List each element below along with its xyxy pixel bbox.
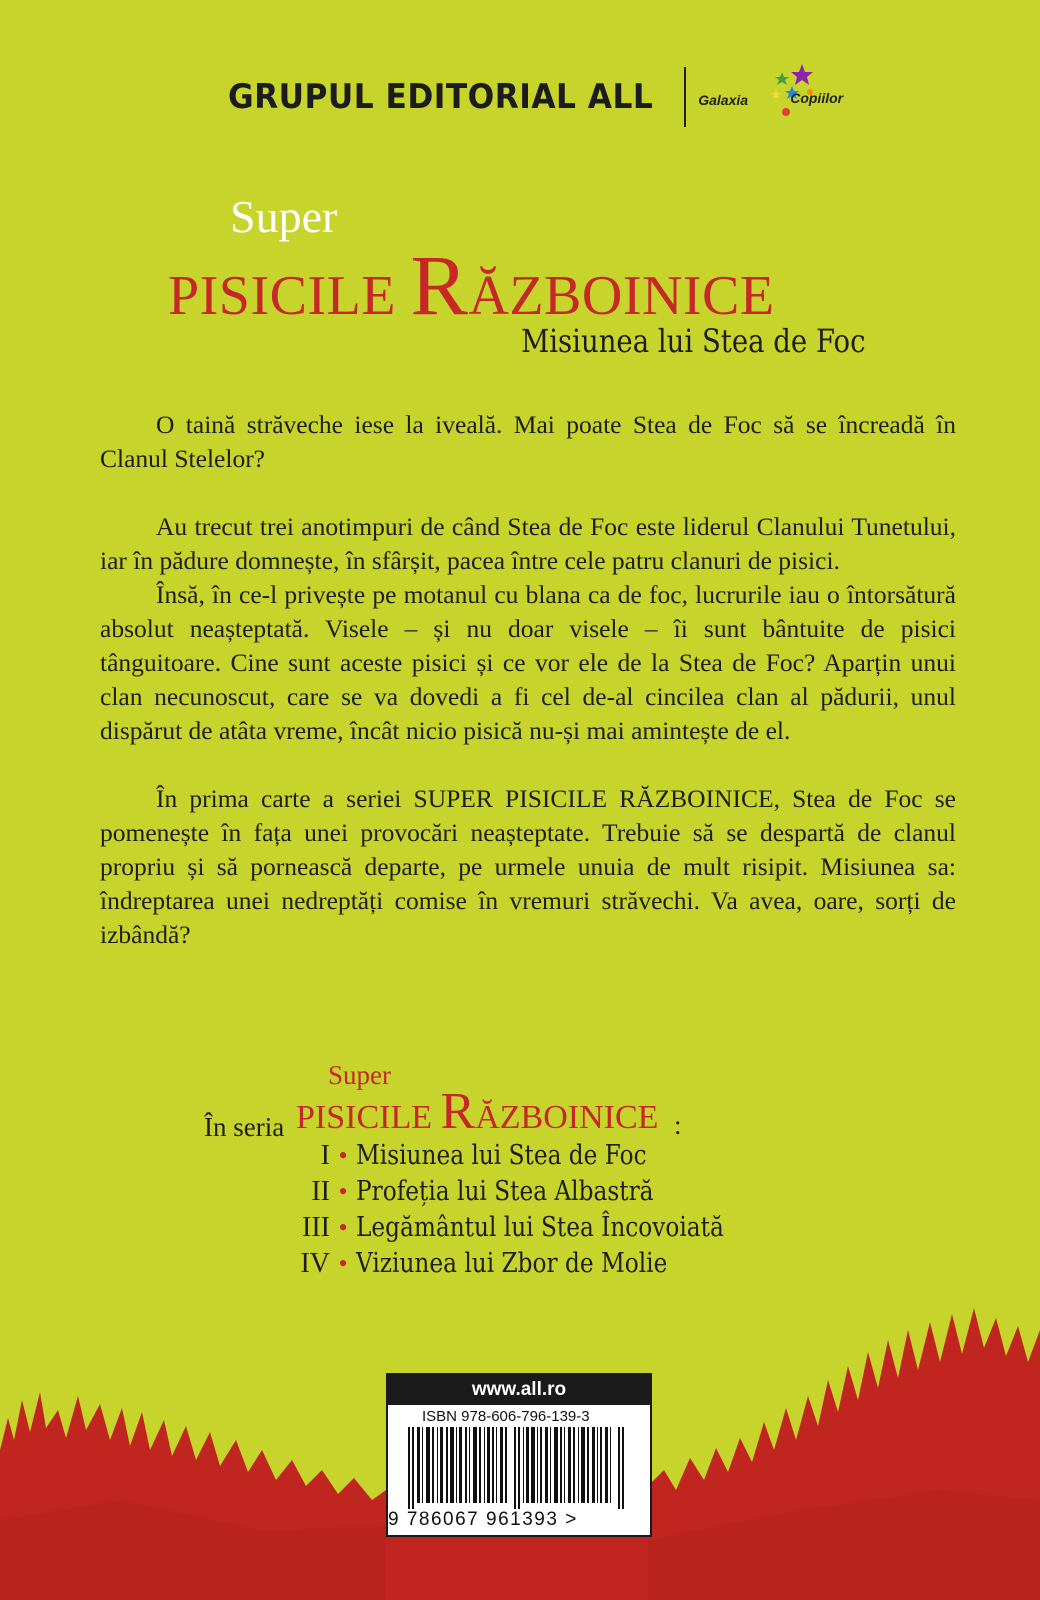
barcode-digits: 9 786067 961393 >	[388, 1509, 578, 1530]
imprint-galaxia: Galaxia	[698, 92, 749, 108]
book-subtitle: Misiunea lui Stea de Foc	[521, 322, 866, 360]
book-name: Viziunea lui Zbor de Molie	[356, 1248, 668, 1279]
barcode-panel	[386, 1373, 652, 1537]
galaxia-copiilor-logo	[696, 62, 876, 132]
bullet-icon: •	[338, 1213, 348, 1242]
book-name: Misiunea lui Stea de Foc	[356, 1140, 647, 1171]
blurb	[100, 408, 956, 952]
series-book-list	[230, 1140, 830, 1284]
bullet-icon: •	[338, 1177, 348, 1206]
series-main-initial: R	[440, 1083, 476, 1140]
series-super: Super	[328, 1060, 391, 1090]
blurb-paragraph: În prima carte a seriei SUPER PISICILE RĂZBOINICE, Stea de Foc se pomenește în fața unei provocări neașteptate. Trebuie să se despartă de clanul propriu și să pornească departe, pe urmele unuia de mult risipit. Misiunea sa: îndreptarea unei nedreptăți comise în vremuri străvechi. Va avea, oare, sorți de izbândă?	[100, 784, 956, 949]
series-main-prefix: PISICILE	[296, 1099, 441, 1136]
book-number: IV	[300, 1248, 330, 1279]
series-main-title	[296, 1082, 658, 1141]
bullet-icon: •	[338, 1249, 348, 1278]
publisher-header	[228, 62, 876, 132]
blurb-paragraph: O taină străveche iese la iveală. Mai poate Stea de Foc să se încreadă în Clanul Stelelor?	[100, 410, 956, 473]
book-name: Profeția lui Stea Albastră	[356, 1176, 654, 1207]
list-item	[230, 1140, 830, 1176]
isbn-label: ISBN 978-606-796-139-3	[422, 1408, 590, 1425]
bullet-icon: •	[338, 1141, 348, 1170]
title-main-initial: R	[410, 237, 469, 333]
book-name: Legământul lui Stea Încovoiată	[356, 1212, 724, 1243]
blurb-paragraph: Au trecut trei anotimpuri de când Stea de Foc este liderul Clanului Tunetului, iar în pădure domnește, în sfârșit, pacea între cele patru clanuri de pisici.	[100, 512, 956, 575]
publisher-divider	[684, 67, 686, 127]
list-item	[230, 1212, 830, 1248]
book-number: I	[320, 1140, 330, 1171]
publisher-name: GRUPUL EDITORIAL ALL	[228, 77, 654, 117]
blurb-paragraph: Însă, în ce-l privește pe motanul cu blana ca de foc, lucrurile iau o întorsătură absolut neașteptată. Visele – și nu doar visele – îi sunt bântuite de pisici tânguitoare. Cine sunt aceste pisici și ce vor ele de la Stea de Foc? Aparțin unui clan necunoscut, care se va dovedi a fi cel de-al cincilea clan al pădurii, unul dispărut de atâta vreme, încât nicio pisică nu-și mai amintește de el.	[100, 580, 956, 745]
series-main-rest: ĂZBOINICE	[475, 1099, 659, 1136]
book-title	[168, 190, 888, 370]
book-number: III	[302, 1212, 330, 1243]
imprint-copiilor: Copiilor	[790, 90, 844, 106]
list-item	[230, 1176, 830, 1212]
barcode-icon	[388, 1427, 650, 1509]
book-number: II	[311, 1176, 330, 1207]
title-super: Super	[230, 191, 338, 242]
title-main-prefix: PISICILE	[168, 265, 411, 327]
series-title	[296, 1060, 716, 1140]
list-item	[230, 1248, 830, 1284]
series-colon: :	[674, 1110, 682, 1140]
title-main-rest: ĂZBOINICE	[468, 265, 775, 327]
series-label: În seria	[204, 1112, 285, 1142]
title-main	[168, 237, 775, 333]
website-label: www.all.ro	[388, 1375, 650, 1405]
